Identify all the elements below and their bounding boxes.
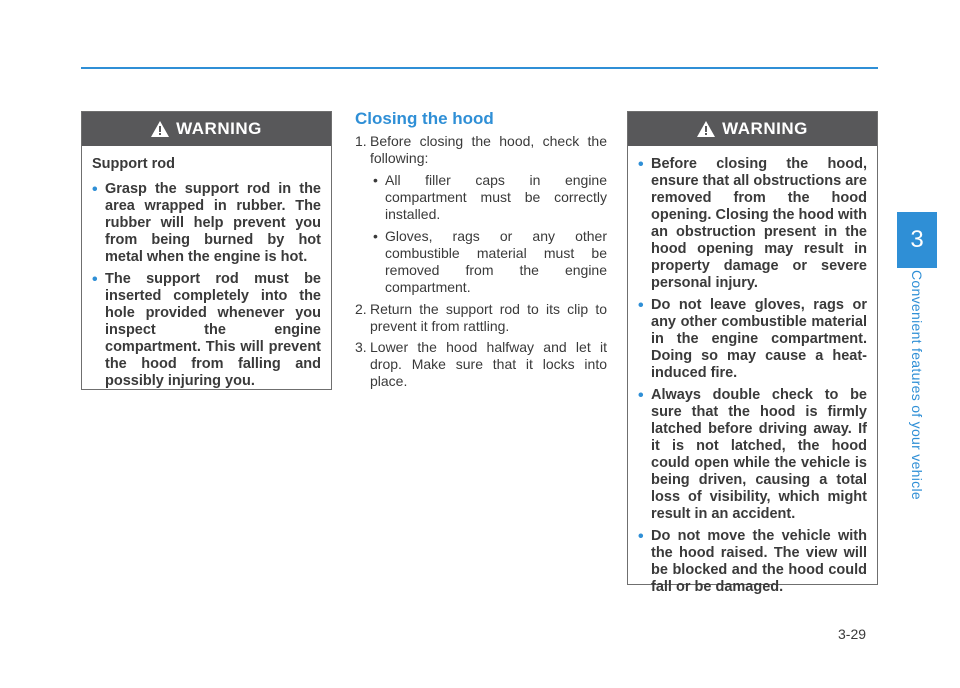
closing-steps <box>355 133 607 394</box>
warning-header-label: WARNING <box>722 119 808 138</box>
bullet-icon: • <box>373 172 378 188</box>
warning-list <box>92 181 321 390</box>
step-number: 1. <box>355 133 367 149</box>
section-title: Closing the hood <box>355 109 494 128</box>
warning-triangle-icon <box>151 121 169 137</box>
warning-title: Support rod <box>92 156 175 172</box>
step-item <box>355 339 607 390</box>
step-number: 2. <box>355 301 367 317</box>
chapter-tab: 3 <box>897 212 937 268</box>
warning-body <box>628 146 877 611</box>
support-rod-warning-box <box>81 111 332 390</box>
check-item-text: Gloves, rags or any other combustible material must be removed from the engine compartment. <box>385 228 607 295</box>
closing-hood-warning-box <box>627 111 878 595</box>
warning-body <box>82 146 331 405</box>
warning-header <box>82 112 331 146</box>
check-item <box>370 228 607 296</box>
warning-item: • Do not move the vehicle with the hood raised. The view will be blocked and the hood could fall or be damaged. <box>638 528 867 596</box>
warning-item: • Do not leave gloves, rags or any other combustible material in the engine compartment. Doing so may cause a heat-induced fire. <box>638 297 867 382</box>
chapter-label-text: Convenient features of your vehicle <box>909 270 925 500</box>
warning-header <box>628 112 877 146</box>
warning-triangle-icon <box>697 121 715 137</box>
step-item <box>355 133 607 296</box>
warning-item: • Always double check to be sure that the hood is firmly latched before driving away. If it is not latched, the hood could open while the vehicle is being driven, causing a total loss of visibility, which might result in an accident. <box>638 387 867 523</box>
warning-header-label: WARNING <box>176 119 262 138</box>
step-text: Return the support rod to its clip to prevent it from rattling. <box>370 301 607 334</box>
check-item <box>370 172 607 223</box>
step-item <box>355 301 607 335</box>
warning-list <box>638 156 867 596</box>
step-text: Lower the hood halfway and let it drop. Make sure that it locks into place. <box>370 339 607 389</box>
step-number: 3. <box>355 339 367 355</box>
bullet-icon: • <box>373 228 378 244</box>
warning-item: • Grasp the support rod in the area wrapped in rubber. The rubber will help prevent you from being burned by hot metal when the engine is hot. <box>92 181 321 266</box>
warning-item: • Before closing the hood, ensure that all obstructions are removed from the hood opening. Closing the hood with an obstruction present in the hood opening may result in property damage or severe personal injury. <box>638 156 867 292</box>
top-rule <box>81 67 878 69</box>
page-number: 3-29 <box>838 626 867 642</box>
warning-item: • The support rod must be inserted completely into the hole provided whenever you inspect the engine compartment. This will prevent the hood from falling and possibly injuring you. <box>92 271 321 390</box>
step-text: Before closing the hood, check the following: <box>370 133 607 166</box>
check-item-text: All filler caps in engine compartment must be correctly installed. <box>385 172 607 222</box>
chapter-label <box>897 270 937 500</box>
